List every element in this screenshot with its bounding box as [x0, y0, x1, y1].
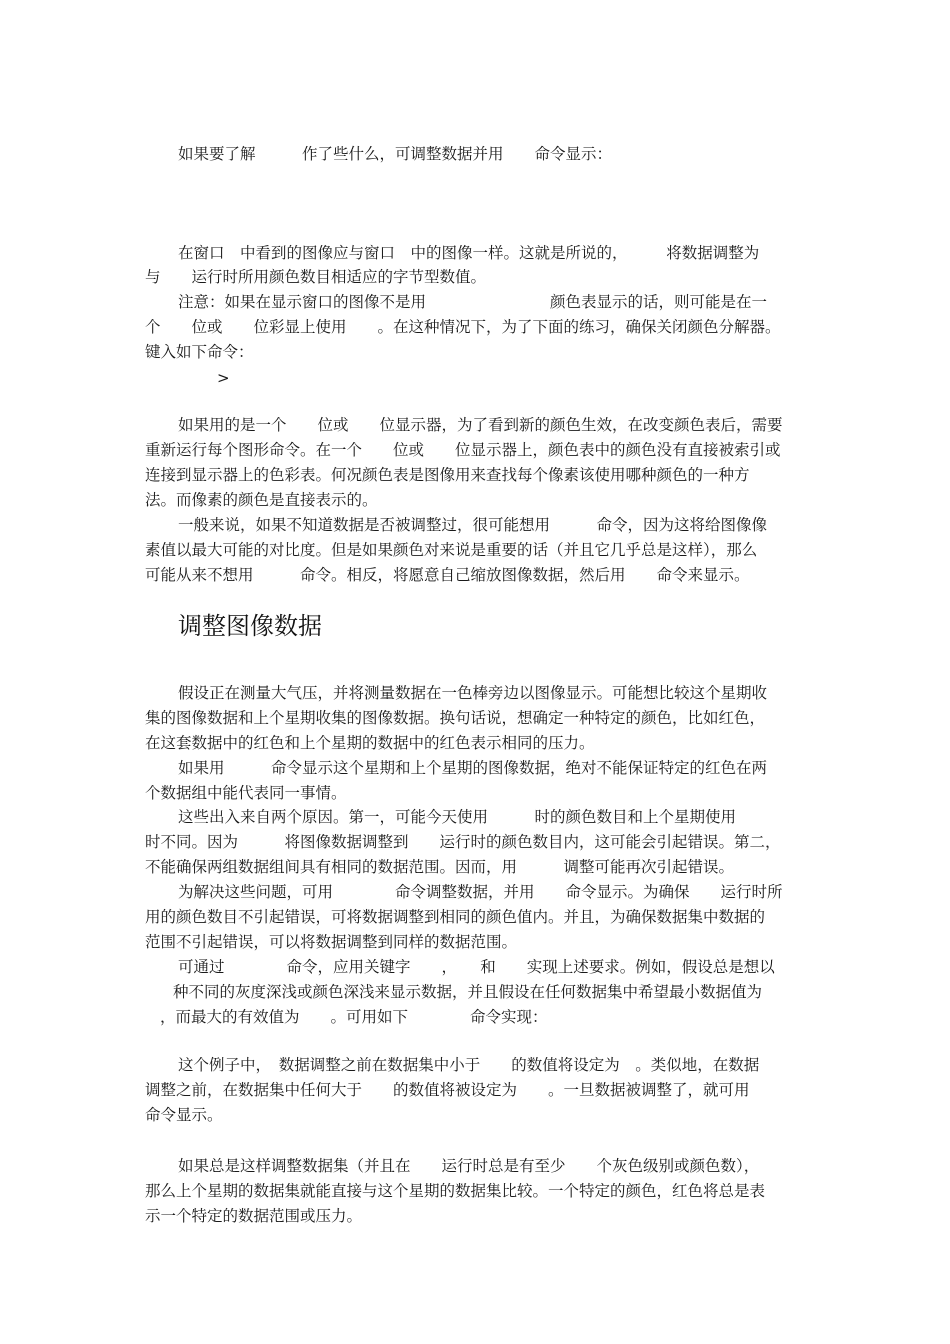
section-heading: 调整图像数据 [178, 612, 322, 640]
text-line: 素值以最大可能的对比度。但是如果颜色对来说是重要的话（并且它几乎总是这样），那么 [145, 541, 758, 559]
text-line: 与 运行时所用颜色数目相适应的字节型数值。 [145, 268, 487, 286]
text-line: 可能从来不想用 命令。相反，将愿意自己缩放图像数据，然后用 命令来显示。 [145, 566, 750, 584]
text-line: 这些出入来自两个原因。第一，可能今天使用 时的颜色数目和上个星期使用 [178, 808, 737, 826]
text-line: 不能确保两组数据组间具有相同的数据范围。因而，用 调整可能再次引起错误。 [145, 858, 735, 876]
text-line: 如果用 命令显示这个星期和上个星期的图像数据，绝对不能保证特定的红色在两 [178, 759, 768, 777]
text-line: 那么上个星期的数据集就能直接与这个星期的数据集比较。一个特定的颜色，红色将总是表 [145, 1182, 766, 1200]
text-line: 如果用的是一个 位或 位显示器，为了看到新的颜色生效，在改变颜色表后，需要 [178, 416, 783, 434]
text-line: 为解决这些问题，可用 命令调整数据，并用 命令显示。为确保 运行时所 [178, 883, 783, 901]
text-line: 时不同。因为 将图像数据调整到 运行时的颜色数目内，这可能会引起错误。第二， [145, 833, 781, 851]
text-line: 调整之前，在数据集中任何大于 的数值将被设定为 。一旦数据被调整了，就可用 [145, 1081, 750, 1099]
text-line: 命令显示。 [145, 1106, 223, 1124]
text-line: 在窗口 中看到的图像应与窗口 中的图像一样。这就是所说的， 将数据调整为 [178, 244, 760, 262]
text-line: 假设正在测量大气压，并将测量数据在一色棒旁边以图像显示。可能想比较这个星期收 [178, 684, 768, 702]
text-line: 范围不引起错误，可以将数据调整到同样的数据范围。 [145, 933, 518, 951]
text-line: 个数据组中能代表同一事情。 [145, 784, 347, 802]
text-line: 用的颜色数目不引起错误，可将数据调整到相同的颜色值内。并且，为确保数据集中数据的 [145, 908, 766, 926]
text-line: 示一个特定的数据范围或压力。 [145, 1207, 363, 1225]
text-line: 键入如下命令： [145, 343, 254, 361]
command-prompt: > [217, 369, 230, 387]
text-line: 法。而像素的颜色是直接表示的。 [145, 491, 378, 509]
text-line: 重新运行每个图形命令。在一个 位或 位显示器上，颜色表中的颜色没有直接被索引或 [145, 441, 781, 459]
text-line: 集的图像数据和上个星期收集的图像数据。换句话说，想确定一种特定的颜色，比如红色， [145, 709, 766, 727]
text-line: 连接到显示器上的色彩表。何况颜色表是图像用来查找每个像素该使用哪种颜色的一种方 [145, 466, 750, 484]
text-line: 在这套数据中的红色和上个星期的数据中的红色表示相同的压力。 [145, 734, 595, 752]
text-line: 如果要了解 作了些什么，可调整数据并用 命令显示： [178, 145, 613, 163]
text-line: 注意：如果在显示窗口的图像不是用 颜色表显示的话，则可能是在一 [178, 293, 768, 311]
text-line: 种不同的灰度深浅或颜色深浅来显示数据，并且假设在任何数据集中希望最小数据值为 [173, 983, 763, 1001]
text-line: 这个例子中， 数据调整之前在数据集中小于 的数值将设定为 。类似地，在数据 [178, 1056, 760, 1074]
text-line: 可通过 命令，应用关键字 ， 和 实现上述要求。例如，假设总是想以 [178, 958, 775, 976]
text-line: 一般来说，如果不知道数据是否被调整过，很可能想用 命令，因为这将给图像像 [178, 516, 768, 534]
text-line: ，而最大的有效值为 。可用如下 命令实现： [160, 1008, 548, 1026]
text-line: 如果总是这样调整数据集（并且在 运行时总是有至少 个灰色级别或颜色数）， [178, 1157, 760, 1175]
text-line: 个 位或 位彩显上使用 。在这种情况下，为了下面的练习，确保关闭颜色分解器。 [145, 318, 781, 336]
